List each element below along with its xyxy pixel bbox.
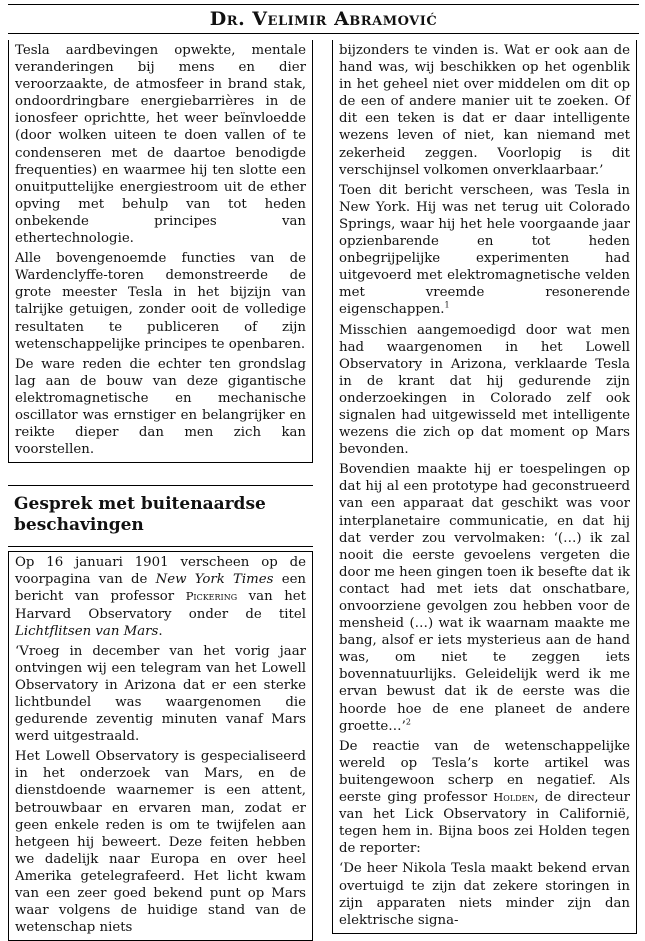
left-bottom-box [8,551,313,941]
right-paragraph-2: Toen dit bericht verscheen, was Tesla in New York. Hij was net terug uit Colorado Springs, waar hij het hele voorgaande jaar opzienbarende en tot heden onbegrijpelijke experimenten had uitgevoerd met elektromagnetische velden met vreemde resonerende eigenschappen.$^1$ [339,182,630,318]
left-column [8,40,313,941]
right-column [332,40,637,934]
left-paragraph-2: Alle bovengenoemde functies van de Wardenclyffe-toren demonstreerde de grote meester Tesla in het bijzijn van talrijke getuigen, zonder ooit de volledige resultaten te publiceren of zijn wetenschappelijke principes te openbaren. [15,251,306,352]
right-paragraph-6: ‘De heer Nikola Tesla maakt bekend ervan overtuigd te zijn dat zekere storingen in zijn apparaten niets minder zijn dan elektrische signa- [339,861,630,928]
right-paragraph-5: De reactie van de wetenschappelijke wereld op Tesla’s korte artikel was buitengewoon scherp en negatief. Als eerste ging professor Holden, de directeur van het Lick Observatory in Californië, tegen hem in. Bijna boos zei Holden tegen de reporter: [339,738,630,857]
right-paragraph-1: bijzonders te vinden is. Wat er ook aan de hand was, wij beschikken op het ogenblik in het geheel niet over middelen om dit op de een of andere manier uit te zoeken. Of dit een teken is dat er daar intelligente wezens leven of niet, kan niemand met zekerheid zeggen. Voorlopig is dit verschijnsel volkomen onverklaarbaar.’ [339,43,630,178]
left-paragraph-6: Het Lowell Observatory is gespecialiseerd in het onderzoek van Mars, en de dienstdoende waarnemer is een attent, betrouwbaar en ervaren man, zodat er geen enkele reden is om te twijfelen aan hetgeen hij beweert. Deze feiten hebben we dadelijk naar Europa en over heel Amerika getelegrafeerd. Het licht kwam van een zeer goed bekend punt op Mars waar volgens de huidige stand van de wetenschap niets [15,749,306,936]
footnote-ref-1: 1 [444,300,450,310]
header-title: Dr. Velimir Abramović [209,8,438,30]
left-paragraph-4: Op 16 januari 1901 verscheen op de voorpagina van de New York Times een bericht van professor Pickering van het Harvard Observatory onder de titel Lichtflitsen van Mars. [15,555,306,639]
left-top-box [8,40,313,463]
name-holden: Holden [493,790,535,805]
name-pickering: Pickering [185,589,238,604]
running-header [8,4,639,34]
left-paragraph-3: De ware reden die echter ten grondslag lag aan de bouw van deze gigantische elektromagnetische en mechanische oscillator was ernstiger en belangrijker en reikte dieper dan men zich kan voorstellen. [15,356,306,458]
right-box [332,40,637,934]
article-title: Lichtflitsen van Mars [15,623,159,639]
right-paragraph-4: Bovendien maakte hij er toespelingen op dat hij al een prototype had geconstrueerd van een apparaat dat geschikt was voor interplanetaire communicatie, en dat hij dat verder zou vervolmaken: ‘(…) ik zal nooit die eerste gevoelens vergeten die door me heen gingen toen ik besefte dat ik contact had met iets dat onschatbare, onvoorziene gevolgen zou hebben voor de mensheid (…) wat ik waarnam maakte me bang, alsof er iets mysterieus aan de hand was, om niet te zeggen iets bovennatuurlijks. Geleidelijk werd ik me ervan bewust dat ik de eerste was die hoorde hoe de ene planeet de andere groette…’$^2$ [339,462,630,734]
newspaper-name: New York Times [155,572,274,588]
footnote-ref-2: 2 [405,717,411,727]
left-paragraph-1: Tesla aardbevingen opwekte, mentale veranderingen bij mens en dier veroorzaakte, de atmosfeer in brand stak, ondoordringbare energiebarrières in de ionosfeer oprichtte, het weer beïnvloedde (door wolken uiteen te doen vallen of te condenseren met de daartoe benodigde frequenties) en waarmee hij ten slotte een onuitputtelijke energiestroom uit de ether opving met behulp van tot heden onbekende principes van ethertechnologie. [15,43,306,247]
left-paragraph-5: ‘Vroeg in december van het vorig jaar ontvingen wij een telegram van het Lowell Observatory in Arizona dat er een sterke lichtbundel was waargenomen die gedurende zeventig minuten vanaf Mars werd uitgestraald. [15,643,306,745]
right-paragraph-3: Misschien aangemoedigd door wat men had waargenomen in het Lowell Observatory in Arizona, verklaarde Tesla in de krant dat hij gedurende zijn onderzoekingen in Colorado zelf ook signalen had uitgewisseld met intelligente wezens die zich op dat moment op Mars bevonden. [339,322,630,458]
section-heading: Gesprek met buitenaardse beschavingen [8,485,313,547]
